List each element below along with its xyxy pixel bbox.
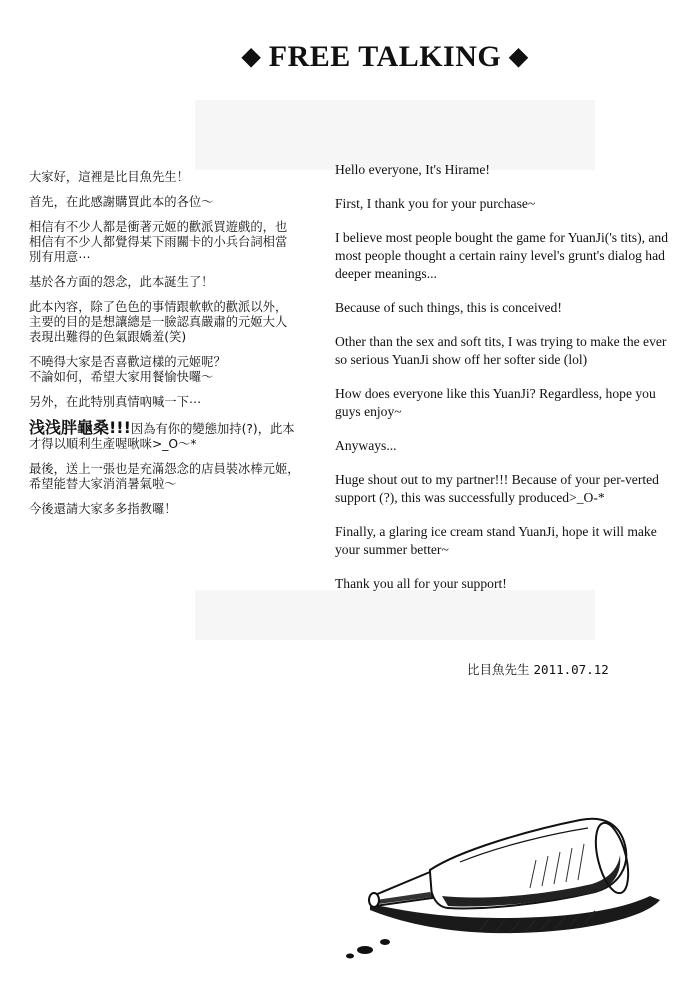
zh-paragraph-enjoy: 不曉得大家是否喜歡這樣的元姬呢？ 不論如何，希望大家用餐愉快囉～ bbox=[29, 355, 226, 384]
zh-paragraph-thanks: 首先，在此感謝購買此本的各位～ bbox=[29, 195, 214, 209]
signature bbox=[467, 660, 609, 678]
zh-paragraph-shout-intro: 另外，在此特別真情吶喊一下⋯ bbox=[29, 395, 202, 409]
zh-paragraph-closing: 今後還請大家多多指教囉！ bbox=[29, 502, 177, 516]
zh-shout-name: 浅浅胖龜桑!!! bbox=[29, 418, 131, 437]
zh-paragraph-content: 此本內容，除了色色的事情跟軟軟的歡派以外， 主要的目的是想讓總是一臉認真嚴肅的元姬大人 表現出難得的色氣跟嬌羞(笑) bbox=[29, 300, 288, 344]
drop-2 bbox=[380, 939, 390, 945]
signature-date: 2011.07.12 bbox=[533, 662, 609, 677]
chinese-text-column bbox=[29, 170, 329, 527]
en-paragraph-greeting: Hello everyone, It's Hirame! bbox=[335, 162, 490, 177]
bottle-illustration bbox=[330, 800, 670, 970]
signature-name: 比目魚先生 bbox=[467, 662, 530, 677]
zh-paragraph-born: 基於各方面的怨念，此本誕生了！ bbox=[29, 275, 214, 289]
english-text-column bbox=[335, 161, 680, 609]
en-paragraph-thanks: First, I thank you for your purchase~ bbox=[335, 196, 536, 211]
zh-paragraph-greeting: 大家好，這裡是比目魚先生！ bbox=[29, 170, 189, 184]
diamond-right-icon: ◆ bbox=[509, 44, 529, 70]
bottle-mouth bbox=[369, 893, 379, 907]
en-paragraph-content: Other than the sex and soft tits, I was trying to make the ever so serious YuanJi show off her softer side (lol) bbox=[335, 334, 667, 367]
diamond-left-icon: ◆ bbox=[241, 44, 261, 70]
zh-paragraph-shout bbox=[29, 420, 329, 452]
title-text: FREE TALKING bbox=[268, 40, 502, 73]
page-title bbox=[0, 40, 699, 74]
en-paragraph-anyways: Anyways... bbox=[335, 438, 397, 453]
zh-shout-rest: 因為有你的變態加持(?)，此本 才得以順利生產喔啾咪>_O～* bbox=[29, 422, 295, 451]
en-paragraph-enjoy: How does everyone like this YuanJi? Regardless, hope you guys enjoy~ bbox=[335, 386, 656, 419]
drop-3 bbox=[346, 954, 354, 959]
en-paragraph-born: Because of such things, this is conceived! bbox=[335, 300, 562, 315]
zh-paragraph-final: 最後，送上一張也是充滿怨念的店員裝冰棒元姬， 希望能替大家消消暑氣啦～ bbox=[29, 462, 300, 491]
zh-paragraph-game: 相信有不少人都是衝著元姬的歡派買遊戲的，也 相信有不少人都覺得某下雨關卡的小兵台詞相當 別有用意⋯ bbox=[29, 220, 288, 264]
en-paragraph-closing: Thank you all for your support! bbox=[335, 576, 507, 591]
en-paragraph-game: I believe most people bought the game for YuanJi('s tits), and most people thought a certain rainy level's grunt's dialog had deeper meanings... bbox=[335, 230, 669, 281]
background-panel-top bbox=[195, 100, 595, 170]
en-paragraph-shout: Huge shout out to my partner!!! Because of your per-verted support (?), this was successfully produced>_O-* bbox=[335, 472, 659, 505]
drop-1 bbox=[357, 946, 373, 954]
en-paragraph-final: Finally, a glaring ice cream stand YuanJi, hope it will make your summer better~ bbox=[335, 524, 657, 557]
